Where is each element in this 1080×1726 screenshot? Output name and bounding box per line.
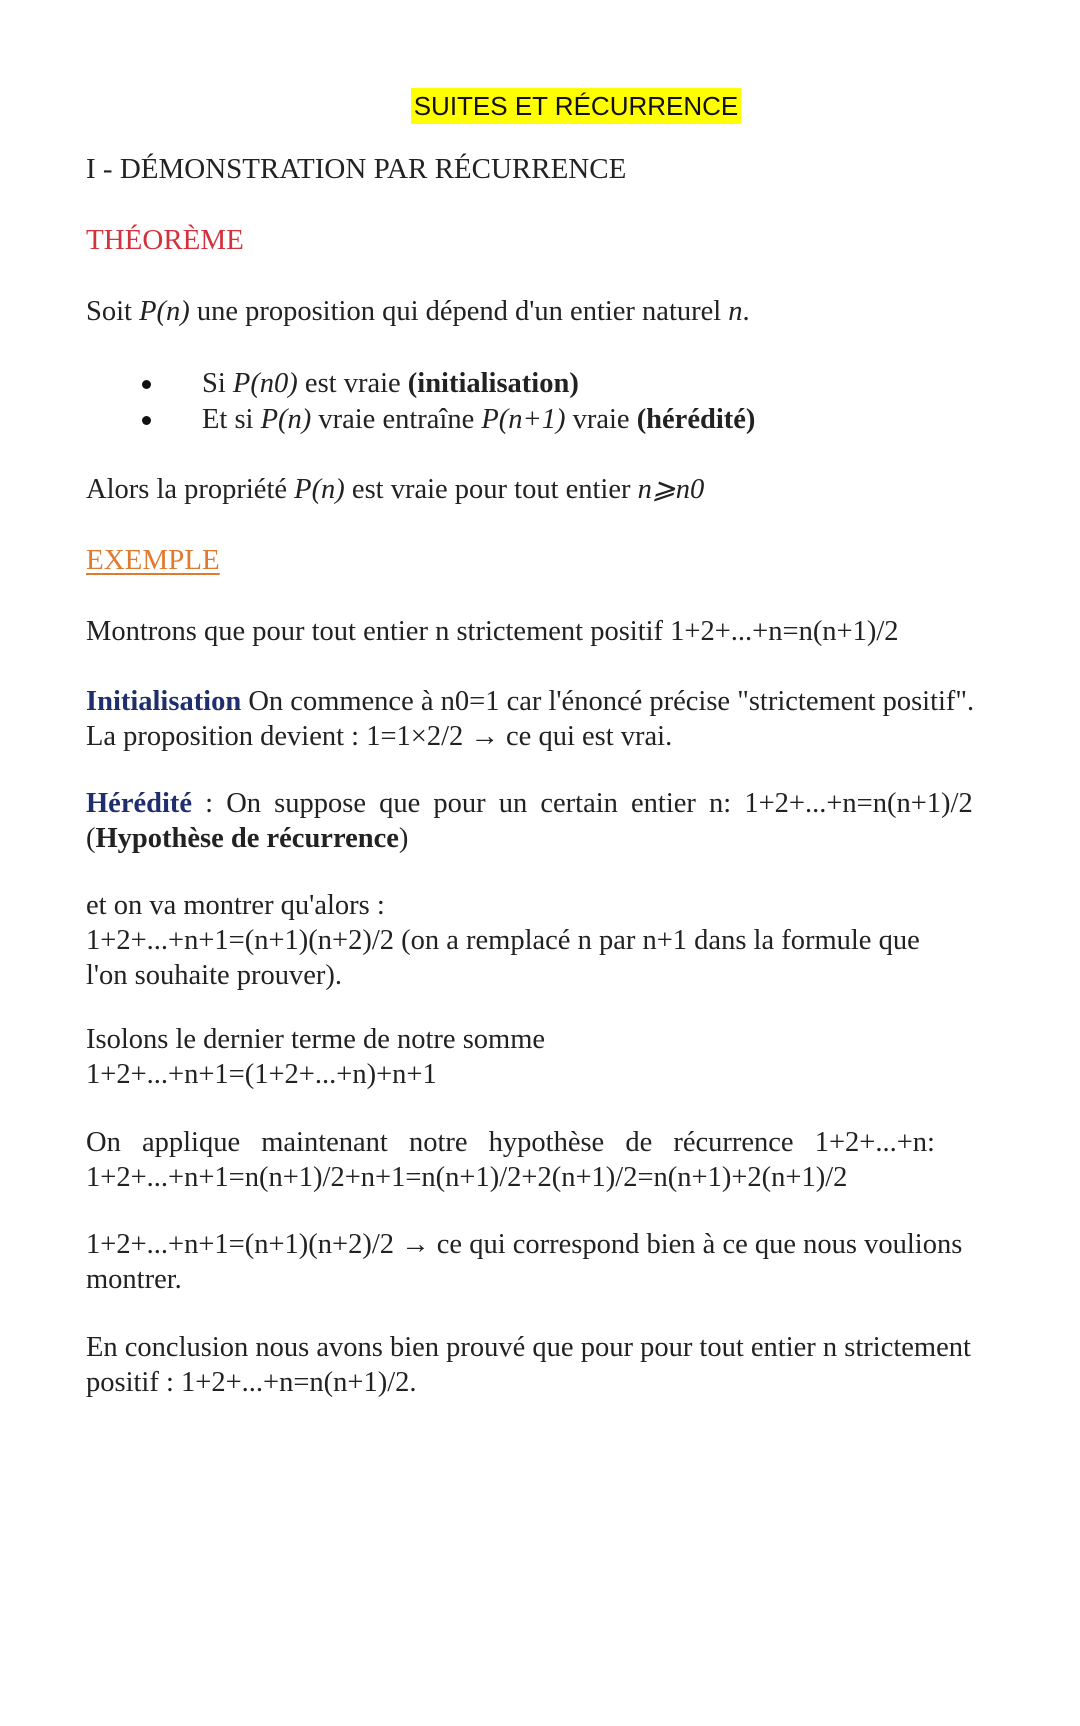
bullet-text: est vraie (297, 368, 408, 399)
initialisation-label: Initialisation (86, 686, 242, 717)
example-heading: EXEMPLE (86, 544, 220, 576)
conclusion-pn: P(n) (294, 474, 345, 505)
heredite-line-1 (86, 786, 996, 821)
theorem-intro-text-c: . (742, 296, 750, 327)
initialisation-paragraph (86, 684, 996, 754)
initialisation-text: On commence à n0=1 car l'énoncé précise "strictement positif". (241, 686, 975, 717)
apply-line-2: 1+2+...+n+1=n(n+1)/2+n+1=n(n+1)/2+2(n+1)/2=n(n+1)+2(n+1)/2 (86, 1162, 848, 1193)
bullet-icon (142, 416, 151, 425)
apply-line-1: On applique maintenant notre hypothèse de récurrence 1+2+...+n: (86, 1127, 935, 1158)
theorem-intro-text-a: Soit (86, 296, 140, 327)
isolate-paragraph (86, 1022, 996, 1092)
initialisation-line-2: La proposition devient : 1=1×2/2 → ce qui est vrai. (86, 721, 673, 752)
heredite-text: : On suppose que pour un certain entier n: 1+2+...+n=n(n+1)/2 (192, 788, 973, 819)
isolate-line-2: 1+2+...+n+1=(1+2+...+n)+n+1 (86, 1059, 437, 1090)
list-item (86, 366, 996, 402)
theorem-intro-n: n (728, 296, 743, 327)
show-paragraph (86, 888, 996, 993)
initialisation-line-1 (86, 684, 996, 719)
theorem-heading: THÉORÈME (86, 224, 244, 256)
conclusion-text-a: Alors la propriété (86, 474, 295, 505)
theorem-intro-text-b: une proposition qui dépend d'un entier naturel (189, 296, 729, 327)
theorem-intro (86, 294, 996, 329)
theorem-conditions-list (86, 366, 996, 438)
bullet-bold: (hérédité) (636, 404, 756, 435)
final-line-2: positif : 1+2+...+n=n(n+1)/2. (86, 1367, 417, 1398)
conclusion-condition: n⩾n0 (637, 474, 705, 505)
show-line-1: et on va montrer qu'alors : (86, 890, 385, 921)
result-paragraph (86, 1227, 996, 1297)
final-paragraph (86, 1330, 996, 1400)
result-line-1: 1+2+...+n+1=(n+1)(n+2)/2 → ce qui correspond bien à ce que nous voulions (86, 1229, 963, 1260)
result-line-2: montrer. (86, 1264, 182, 1295)
example-statement: Montrons que pour tout entier n strictement positif 1+2+...+n=n(n+1)/2 (86, 616, 899, 647)
heredite-label: Hérédité (86, 788, 193, 819)
heredite-line-2 (86, 821, 996, 856)
isolate-line-1: Isolons le dernier terme de notre somme (86, 1024, 546, 1055)
section-heading: I - DÉMONSTRATION PAR RÉCURRENCE (86, 153, 627, 185)
theorem-intro-pn: P(n) (139, 296, 190, 327)
bullet-math: P(n+1) (481, 404, 566, 435)
bullet-icon (142, 380, 151, 389)
list-item (86, 402, 996, 438)
theorem-conclusion (86, 472, 996, 507)
hypothesis-label: Hypothèse de récurrence (95, 823, 399, 854)
title-container (86, 88, 996, 124)
show-line-2: 1+2+...+n+1=(n+1)(n+2)/2 (on a remplacé n par n+1 dans la formule que (86, 925, 920, 956)
bullet-text: Et si (202, 404, 261, 435)
bullet-bold: (initialisation) (407, 368, 579, 399)
paren-open: ( (86, 823, 96, 854)
conclusion-text-b: est vraie pour tout entier (344, 474, 638, 505)
bullet-text: vraie (565, 404, 637, 435)
show-line-3: l'on souhaite prouver). (86, 960, 343, 991)
final-line-1: En conclusion nous avons bien prouvé que pour pour tout entier n strictement (86, 1332, 971, 1363)
paren-close: ) (398, 823, 409, 854)
page-title: SUITES ET RÉCURRENCE (411, 88, 742, 124)
bullet-math: P(n0) (232, 368, 298, 399)
apply-paragraph (86, 1125, 996, 1195)
bullet-math: P(n) (260, 404, 312, 435)
bullet-text: Si (202, 368, 233, 399)
heredite-paragraph (86, 786, 996, 856)
bullet-text: vraie entraîne (311, 404, 482, 435)
